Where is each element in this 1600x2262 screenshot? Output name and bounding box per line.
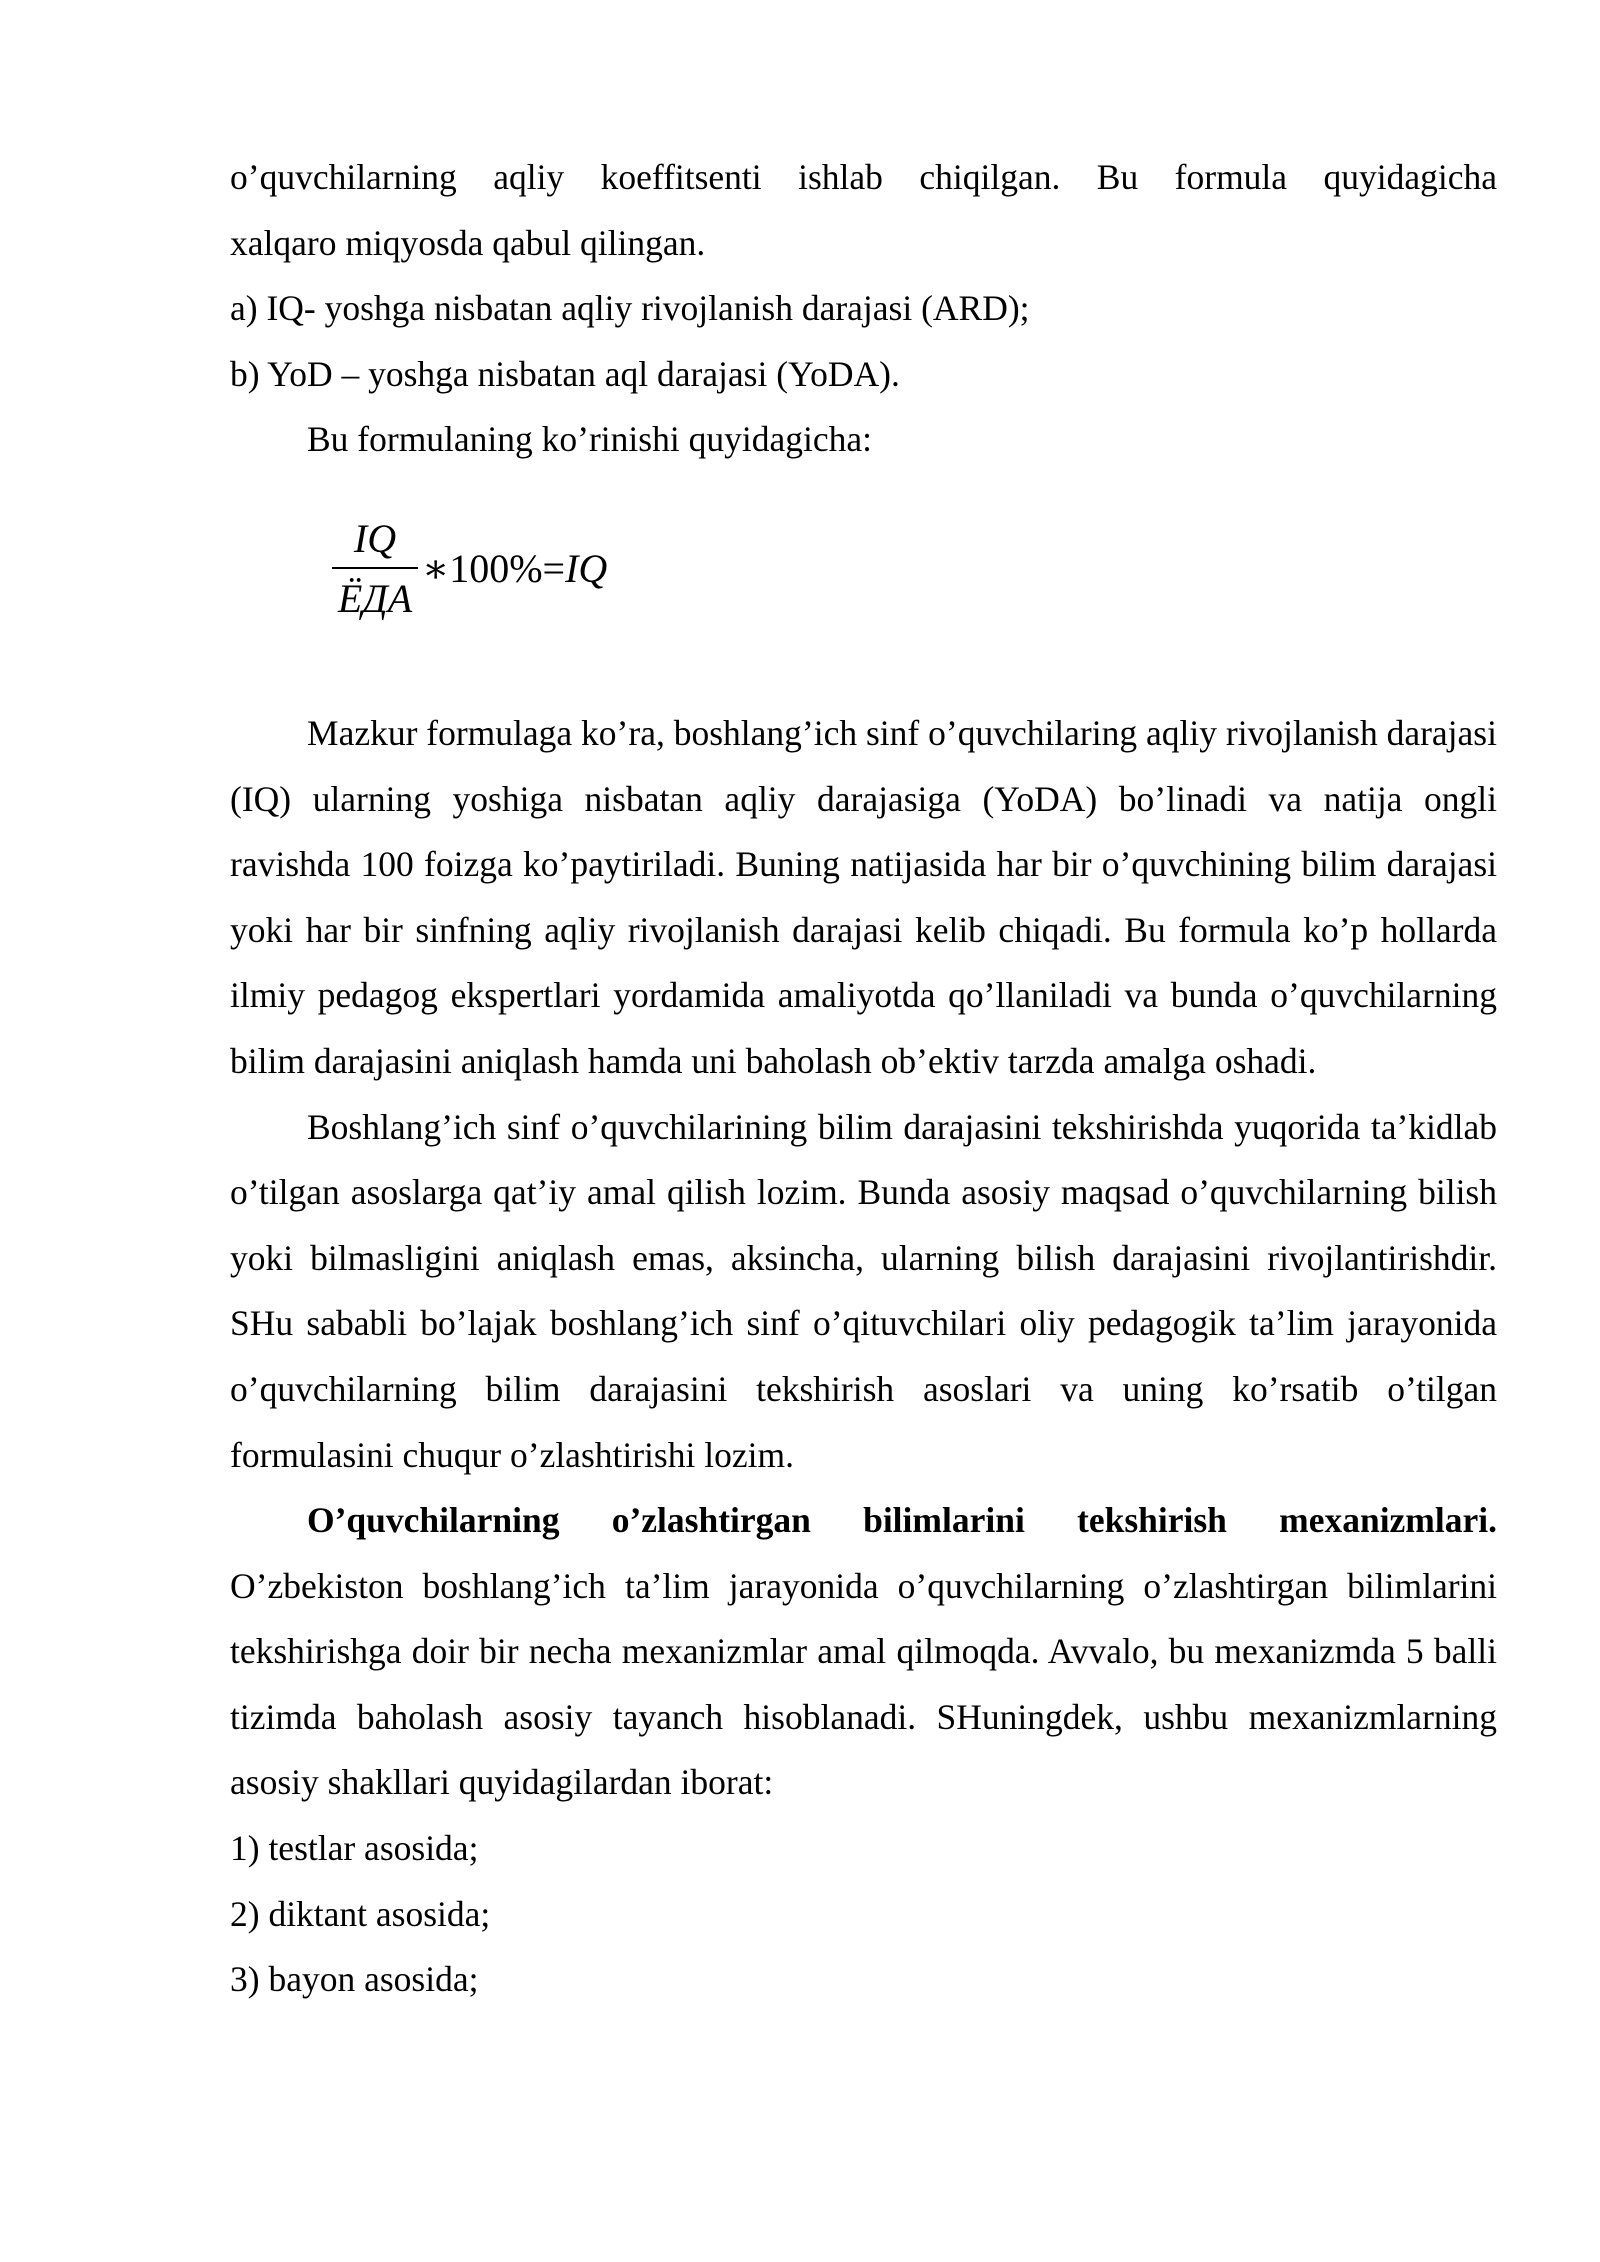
paragraph-formula-explanation: Mazkur formulaga ko’ra, boshlang’ich sinf o’quvchilaring aqliy rivojlanish darajasi (IQ) ularning yoshiga nisbatan aqliy darajasiga (YoDA) bo’linadi va natija ongli ravishda 100 foizga ko’paytiriladi. Buning natijasida har bir o’quvchining bilim darajasi yoki har bir sinfning aqliy rivojlanish darajasi kelib chiqadi. Bu formula ko’p hollarda ilmiy pedagog ekspertlari yordamida amaliyotda qo’llaniladi va bunda o’quvchilarning bilim darajasini aniqlash hamda uni baholash ob’ektiv tarzda amalga oshadi. bbox=[230, 712, 1497, 1081]
formula-result: IQ bbox=[565, 545, 608, 591]
mechanisms-heading: O’quvchilarning o’zlashtirgan bilimlarini tekshirish mexanizmlari. bbox=[307, 1500, 1497, 1541]
iq-formula bbox=[230, 473, 1497, 701]
list-item-essay: 3) bayon asosida; bbox=[230, 1959, 479, 2000]
formula-fraction bbox=[332, 515, 418, 623]
mechanisms-body: O’zbekiston boshlang’ich ta’lim jarayonida o’quvchilarning o’zlashtirgan bilimlarini tekshirishga doir bir necha mexanizmlar amal qilmoqda. Avvalo, bu mexanizmda 5 balli tizimda baholash asosiy tayanch hisoblanadi. SHuningdek, ushbu mexanizmlarning asosiy shakllari quyidagilardan iborat: bbox=[230, 1565, 1497, 1803]
formula-numerator: IQ bbox=[353, 515, 397, 561]
list-item-dictation: 2) diktant asosida; bbox=[230, 1893, 491, 1934]
formula-operator: ∗100%= bbox=[422, 545, 566, 591]
formula-rest bbox=[422, 545, 607, 593]
paragraph-knowledge-check: Boshlang’ich sinf o’quvchilarining bilim darajasini tekshirishda yuqorida ta’kidlab o’tilgan asoslarga qat’iy amal qilish lozim. Bunda asosiy maqsad o’quvchilarning bilish yoki bilmasligini aniqlash emas, aksincha, ularning bilish darajasini rivojlantirishdir. SHu sababli bo’lajak boshlang’ich sinf o’qituvchilari oliy pedagogik ta’lim jarayonida o’quvchilarning bilim darajasini tekshirish asoslari va uning ko’rsatib o’tilgan formulasini chuqur o’zlashtirishi lozim. bbox=[230, 1106, 1497, 1475]
definition-item-b: b) YoD – yoshga nisbatan aql darajasi (YoDA). bbox=[230, 353, 900, 394]
paragraph-mechanisms bbox=[230, 1488, 1497, 1816]
formula-intro: Bu formulaning ko’rinishi quyidagicha: bbox=[307, 419, 872, 460]
intro-line-2: xalqaro miqyosda qabul qilingan. bbox=[230, 222, 706, 263]
formula-denominator: ЁДА bbox=[337, 575, 413, 621]
intro-line-1: o’quvchilarning aqliy koeffitsenti ishlab chiqilgan. Bu formula quyidagicha bbox=[230, 157, 1497, 197]
fraction-bar bbox=[332, 567, 418, 569]
list-item-tests: 1) testlar asosida; bbox=[230, 1828, 479, 1869]
document-page bbox=[230, 145, 1497, 2013]
definition-item-a: a) IQ- yoshga nisbatan aqliy rivojlanish darajasi (ARD); bbox=[230, 288, 1030, 329]
